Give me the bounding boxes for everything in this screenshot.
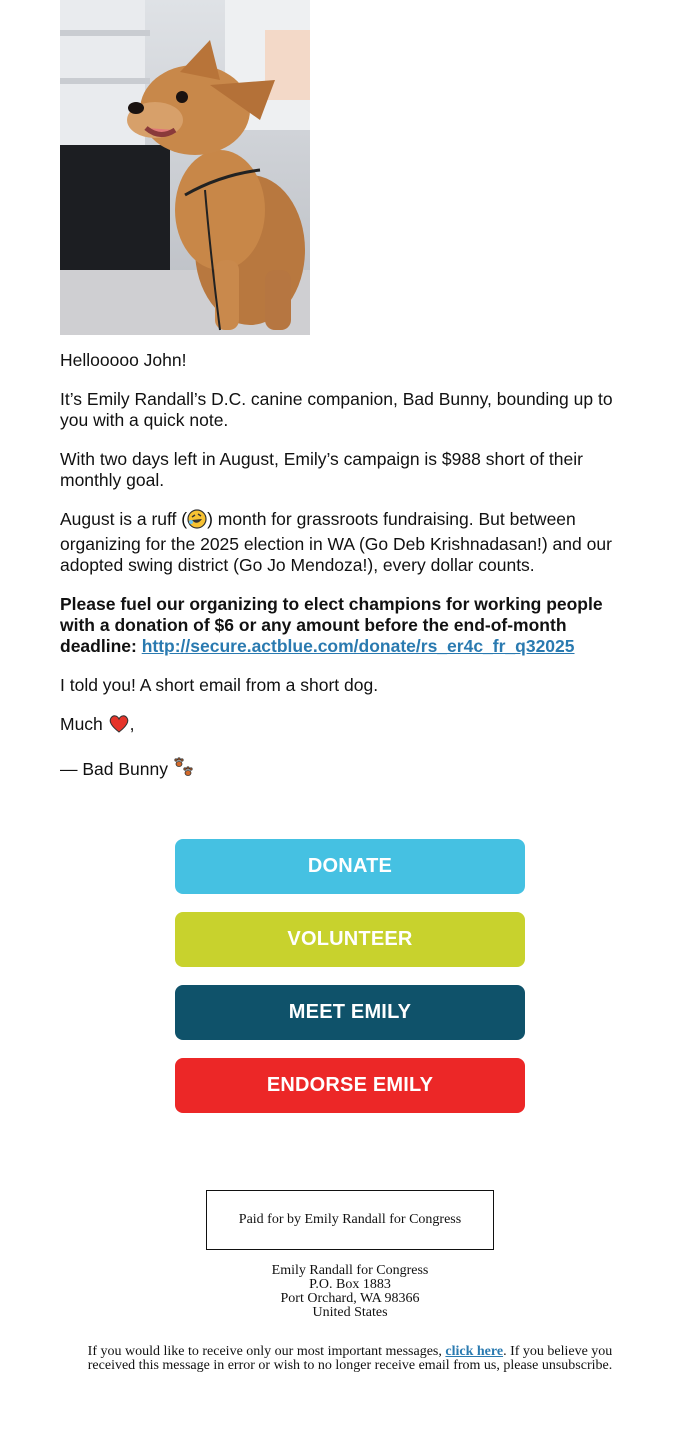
mailing-address (200, 1264, 500, 1320)
goal-paragraph: With two days left in August, Emily’s campaign is $988 short of their monthly goal. (60, 449, 583, 490)
address-line: United States (312, 1305, 388, 1320)
donate-button[interactable]: DONATE (175, 839, 525, 894)
click-here-link[interactable]: click here (445, 1344, 504, 1359)
volunteer-button[interactable]: VOLUNTEER (175, 912, 525, 967)
august-paragraph (60, 509, 640, 576)
short-note: I told you! A short email from a short dog. (60, 675, 379, 695)
sign-off-text: Much (60, 714, 108, 734)
signature-text: — Bad Bunny (60, 759, 173, 779)
signature (60, 757, 640, 784)
fine-print-b: . If you believe you received this message in error or wish to no longer receive email from us, please unsubscribe. (87, 1344, 613, 1373)
greeting: Hellooooo John! (60, 350, 187, 370)
paw-prints-icon (173, 757, 195, 784)
donation-link[interactable]: http://secure.actblue.com/donate/rs_er4c_fr_q32025 (141, 636, 575, 656)
address-line: Port Orchard, WA 98366 (280, 1291, 420, 1306)
donation-ask-text: Please fuel our organizing to elect champions for working people with a donation of $6 or any amount before the end-of-month deadline: (60, 594, 603, 656)
endorse-emily-button[interactable]: ENDORSE EMILY (175, 1058, 525, 1113)
address-line: P.O. Box 1883 (309, 1277, 391, 1292)
dog-photo (60, 0, 310, 335)
address-line: Emily Randall for Congress (271, 1263, 429, 1278)
august-text-b: ) month for grassroots fundraising. But between organizing for the 2025 election in WA (Go Deb Krishnadasan!) and our adopted swing district (Go Jo Mendoza!), every dollar counts. (60, 509, 612, 575)
paid-for-disclaimer: Paid for by Emily Randall for Congress (206, 1190, 494, 1250)
sign-off (60, 714, 640, 739)
donation-ask (60, 594, 640, 657)
heart-icon (108, 714, 130, 739)
rolling-laughing-icon (187, 509, 207, 534)
intro-paragraph: It’s Emily Randall’s D.C. canine companion, Bad Bunny, bounding up to you with a quick note. (60, 389, 613, 430)
august-text-a: August is a ruff ( (60, 509, 188, 529)
fine-print (80, 1345, 620, 1373)
dog-image (60, 0, 310, 335)
meet-emily-button[interactable]: MEET EMILY (175, 985, 525, 1040)
sign-off-comma: , (129, 714, 135, 734)
fine-print-a: If you would like to receive only our most important messages, (87, 1344, 446, 1359)
message-body (60, 350, 640, 802)
